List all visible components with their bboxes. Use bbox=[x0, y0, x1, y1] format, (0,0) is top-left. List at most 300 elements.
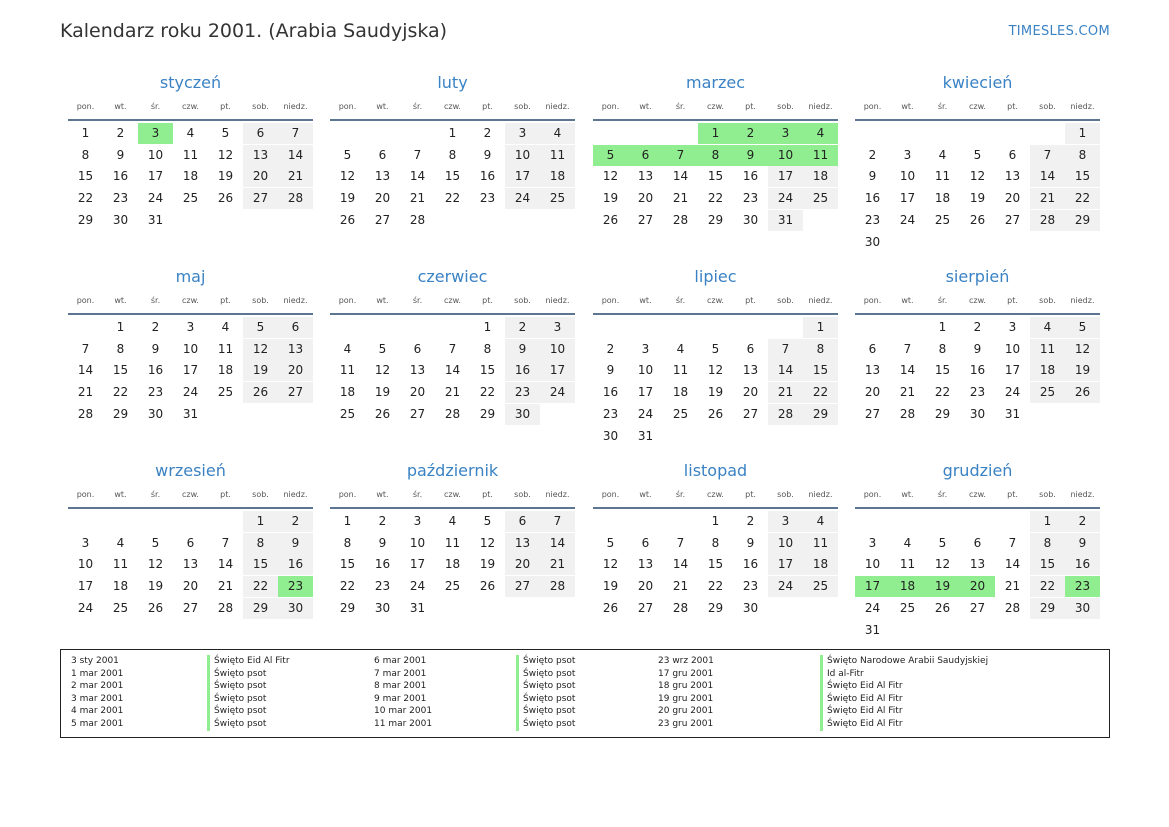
day-cell[interactable]: 31 bbox=[147, 212, 164, 227]
day-cell[interactable]: 16 bbox=[864, 191, 881, 206]
day-cell[interactable]: 16 bbox=[969, 363, 986, 378]
day-cell[interactable]: 15 bbox=[934, 363, 951, 378]
day-cell[interactable]: 10 bbox=[409, 535, 426, 550]
day-cell[interactable]: 2 bbox=[973, 320, 982, 334]
day-cell[interactable]: 20 bbox=[637, 191, 654, 206]
day-cell[interactable]: 25 bbox=[182, 191, 199, 206]
day-cell[interactable]: 12 bbox=[602, 169, 619, 184]
day-cell[interactable]: 11 bbox=[217, 341, 234, 356]
day-cell[interactable]: 11 bbox=[182, 147, 199, 162]
day-cell[interactable]: 3 bbox=[768, 511, 803, 532]
day-cell[interactable]: 17 bbox=[637, 385, 654, 400]
day-cell[interactable]: 2 bbox=[1065, 511, 1100, 532]
day-cell[interactable]: 21 bbox=[540, 554, 575, 575]
day-cell[interactable]: 7 bbox=[221, 535, 230, 550]
day-cell[interactable]: 10 bbox=[899, 169, 916, 184]
day-cell[interactable]: 5 bbox=[593, 145, 628, 166]
day-cell[interactable]: 12 bbox=[147, 557, 164, 572]
day-cell[interactable]: 24 bbox=[768, 576, 803, 597]
day-cell[interactable]: 4 bbox=[1030, 317, 1065, 338]
day-cell[interactable]: 22 bbox=[444, 191, 461, 206]
day-cell[interactable]: 14 bbox=[1030, 166, 1065, 187]
day-cell[interactable]: 13 bbox=[243, 145, 278, 166]
day-cell[interactable]: 5 bbox=[151, 535, 160, 550]
day-cell[interactable]: 1 bbox=[1030, 511, 1065, 532]
day-cell[interactable]: 10 bbox=[182, 341, 199, 356]
day-cell[interactable]: 6 bbox=[378, 147, 387, 162]
day-cell[interactable]: 20 bbox=[505, 554, 540, 575]
day-cell[interactable]: 1 bbox=[1065, 123, 1100, 144]
day-cell[interactable]: 17 bbox=[899, 191, 916, 206]
day-cell[interactable]: 13 bbox=[742, 363, 759, 378]
day-cell[interactable]: 24 bbox=[505, 188, 540, 209]
day-cell[interactable]: 12 bbox=[934, 557, 951, 572]
day-cell[interactable]: 27 bbox=[409, 406, 426, 421]
day-cell[interactable]: 20 bbox=[960, 576, 995, 597]
day-cell[interactable]: 26 bbox=[1065, 382, 1100, 403]
day-cell[interactable]: 22 bbox=[707, 191, 724, 206]
day-cell[interactable]: 25 bbox=[540, 188, 575, 209]
day-cell[interactable]: 20 bbox=[374, 191, 391, 206]
day-cell[interactable]: 18 bbox=[803, 554, 838, 575]
day-cell[interactable]: 11 bbox=[934, 169, 951, 184]
day-cell[interactable]: 3 bbox=[768, 123, 803, 144]
day-cell[interactable]: 24 bbox=[77, 600, 94, 615]
day-cell[interactable]: 4 bbox=[803, 511, 838, 532]
day-cell[interactable]: 27 bbox=[278, 382, 313, 403]
day-cell[interactable]: 2 bbox=[378, 514, 387, 528]
day-cell[interactable]: 5 bbox=[1065, 317, 1100, 338]
day-cell[interactable]: 26 bbox=[243, 382, 278, 403]
day-cell[interactable]: 16 bbox=[1065, 554, 1100, 575]
day-cell[interactable]: 10 bbox=[505, 145, 540, 166]
day-cell[interactable]: 14 bbox=[540, 533, 575, 554]
day-cell[interactable]: 22 bbox=[112, 385, 129, 400]
day-cell[interactable]: 19 bbox=[969, 191, 986, 206]
day-cell[interactable]: 20 bbox=[278, 360, 313, 381]
day-cell[interactable]: 11 bbox=[444, 535, 461, 550]
day-cell[interactable]: 19 bbox=[602, 191, 619, 206]
day-cell[interactable]: 29 bbox=[243, 598, 278, 619]
day-cell[interactable]: 9 bbox=[378, 535, 387, 550]
day-cell[interactable]: 26 bbox=[217, 191, 234, 206]
day-cell[interactable]: 9 bbox=[606, 363, 615, 378]
day-cell[interactable]: 22 bbox=[934, 385, 951, 400]
day-cell[interactable]: 14 bbox=[77, 363, 94, 378]
day-cell[interactable]: 12 bbox=[602, 557, 619, 572]
day-cell[interactable]: 30 bbox=[969, 406, 986, 421]
day-cell[interactable]: 6 bbox=[641, 535, 650, 550]
day-cell[interactable]: 20 bbox=[243, 166, 278, 187]
day-cell[interactable]: 4 bbox=[540, 123, 575, 144]
day-cell[interactable]: 31 bbox=[182, 406, 199, 421]
day-cell[interactable]: 2 bbox=[483, 126, 492, 140]
day-cell[interactable]: 4 bbox=[116, 535, 125, 550]
day-cell[interactable]: 30 bbox=[864, 234, 881, 249]
day-cell[interactable]: 20 bbox=[637, 579, 654, 594]
day-cell[interactable]: 8 bbox=[483, 341, 492, 356]
day-cell[interactable]: 5 bbox=[221, 126, 230, 140]
day-cell[interactable]: 17 bbox=[77, 579, 94, 594]
day-cell[interactable]: 8 bbox=[448, 147, 457, 162]
day-cell[interactable]: 14 bbox=[278, 145, 313, 166]
day-cell[interactable]: 31 bbox=[864, 622, 881, 637]
day-cell[interactable]: 16 bbox=[742, 557, 759, 572]
day-cell[interactable]: 20 bbox=[409, 385, 426, 400]
day-cell[interactable]: 7 bbox=[1030, 145, 1065, 166]
day-cell[interactable]: 21 bbox=[899, 385, 916, 400]
day-cell[interactable]: 29 bbox=[803, 404, 838, 425]
day-cell[interactable]: 6 bbox=[413, 341, 422, 356]
day-cell[interactable]: 22 bbox=[1065, 188, 1100, 209]
day-cell[interactable]: 26 bbox=[707, 406, 724, 421]
day-cell[interactable]: 31 bbox=[637, 428, 654, 443]
day-cell[interactable]: 19 bbox=[147, 579, 164, 594]
day-cell[interactable]: 24 bbox=[637, 406, 654, 421]
day-cell[interactable]: 12 bbox=[969, 169, 986, 184]
day-cell[interactable]: 17 bbox=[182, 363, 199, 378]
day-cell[interactable]: 22 bbox=[707, 579, 724, 594]
day-cell[interactable]: 20 bbox=[182, 579, 199, 594]
day-cell[interactable]: 11 bbox=[803, 533, 838, 554]
day-cell[interactable]: 23 bbox=[479, 191, 496, 206]
day-cell[interactable]: 29 bbox=[77, 212, 94, 227]
day-cell[interactable]: 18 bbox=[672, 385, 689, 400]
day-cell[interactable]: 28 bbox=[77, 406, 94, 421]
day-cell[interactable]: 11 bbox=[1030, 339, 1065, 360]
day-cell[interactable]: 17 bbox=[855, 576, 890, 597]
day-cell[interactable]: 25 bbox=[112, 600, 129, 615]
day-cell[interactable]: 1 bbox=[698, 123, 733, 144]
day-cell[interactable]: 7 bbox=[81, 341, 90, 356]
day-cell[interactable]: 17 bbox=[409, 557, 426, 572]
day-cell[interactable]: 18 bbox=[444, 557, 461, 572]
day-cell[interactable]: 25 bbox=[1030, 382, 1065, 403]
day-cell[interactable]: 8 bbox=[698, 145, 733, 166]
day-cell[interactable]: 4 bbox=[676, 341, 685, 356]
day-cell[interactable]: 10 bbox=[637, 363, 654, 378]
day-cell[interactable]: 15 bbox=[339, 557, 356, 572]
day-cell[interactable]: 3 bbox=[903, 147, 912, 162]
day-cell[interactable]: 5 bbox=[938, 535, 947, 550]
day-cell[interactable]: 9 bbox=[278, 533, 313, 554]
day-cell[interactable]: 6 bbox=[186, 535, 195, 550]
day-cell[interactable]: 6 bbox=[973, 535, 982, 550]
day-cell[interactable]: 27 bbox=[637, 600, 654, 615]
day-cell[interactable]: 2 bbox=[606, 341, 615, 356]
day-cell[interactable]: 18 bbox=[890, 576, 925, 597]
day-cell[interactable]: 14 bbox=[1004, 557, 1021, 572]
day-cell[interactable]: 19 bbox=[217, 169, 234, 184]
day-cell[interactable]: 23 bbox=[278, 576, 313, 597]
day-cell[interactable]: 11 bbox=[540, 145, 575, 166]
day-cell[interactable]: 16 bbox=[742, 169, 759, 184]
day-cell[interactable]: 24 bbox=[147, 191, 164, 206]
day-cell[interactable]: 12 bbox=[1065, 339, 1100, 360]
day-cell[interactable]: 8 bbox=[803, 339, 838, 360]
day-cell[interactable]: 17 bbox=[1004, 363, 1021, 378]
day-cell[interactable]: 26 bbox=[602, 600, 619, 615]
day-cell[interactable]: 30 bbox=[1065, 598, 1100, 619]
day-cell[interactable]: 8 bbox=[711, 535, 720, 550]
day-cell[interactable]: 3 bbox=[540, 317, 575, 338]
day-cell[interactable]: 6 bbox=[278, 317, 313, 338]
day-cell[interactable]: 26 bbox=[602, 212, 619, 227]
day-cell[interactable]: 1 bbox=[243, 511, 278, 532]
day-cell[interactable]: 17 bbox=[147, 169, 164, 184]
day-cell[interactable]: 16 bbox=[112, 169, 129, 184]
day-cell[interactable]: 16 bbox=[505, 360, 540, 381]
day-cell[interactable]: 14 bbox=[672, 557, 689, 572]
day-cell[interactable]: 8 bbox=[1030, 533, 1065, 554]
day-cell[interactable]: 20 bbox=[1004, 191, 1021, 206]
day-cell[interactable]: 4 bbox=[803, 123, 838, 144]
day-cell[interactable]: 24 bbox=[540, 382, 575, 403]
day-cell[interactable]: 5 bbox=[973, 147, 982, 162]
day-cell[interactable]: 28 bbox=[278, 188, 313, 209]
day-cell[interactable]: 25 bbox=[444, 579, 461, 594]
day-cell[interactable]: 25 bbox=[672, 406, 689, 421]
day-cell[interactable]: 8 bbox=[343, 535, 352, 550]
day-cell[interactable]: 10 bbox=[768, 533, 803, 554]
day-cell[interactable]: 29 bbox=[934, 406, 951, 421]
day-cell[interactable]: 8 bbox=[1065, 145, 1100, 166]
day-cell[interactable]: 2 bbox=[278, 511, 313, 532]
day-cell[interactable]: 5 bbox=[606, 535, 615, 550]
day-cell[interactable]: 3 bbox=[81, 535, 90, 550]
day-cell[interactable]: 29 bbox=[112, 406, 129, 421]
day-cell[interactable]: 16 bbox=[479, 169, 496, 184]
day-cell[interactable]: 17 bbox=[505, 166, 540, 187]
day-cell[interactable]: 30 bbox=[602, 428, 619, 443]
day-cell[interactable]: 1 bbox=[116, 320, 125, 334]
day-cell[interactable]: 12 bbox=[243, 339, 278, 360]
day-cell[interactable]: 30 bbox=[742, 212, 759, 227]
day-cell[interactable]: 6 bbox=[243, 123, 278, 144]
day-cell[interactable]: 6 bbox=[1008, 147, 1017, 162]
day-cell[interactable]: 13 bbox=[409, 363, 426, 378]
day-cell[interactable]: 13 bbox=[505, 533, 540, 554]
day-cell[interactable]: 29 bbox=[479, 406, 496, 421]
day-cell[interactable]: 15 bbox=[112, 363, 129, 378]
day-cell[interactable]: 27 bbox=[182, 600, 199, 615]
day-cell[interactable]: 11 bbox=[803, 145, 838, 166]
day-cell[interactable]: 1 bbox=[81, 126, 90, 140]
day-cell[interactable]: 10 bbox=[1004, 341, 1021, 356]
day-cell[interactable]: 27 bbox=[374, 212, 391, 227]
day-cell[interactable]: 30 bbox=[278, 598, 313, 619]
day-cell[interactable]: 22 bbox=[77, 191, 94, 206]
day-cell[interactable]: 21 bbox=[409, 191, 426, 206]
day-cell[interactable]: 25 bbox=[899, 600, 916, 615]
day-cell[interactable]: 8 bbox=[938, 341, 947, 356]
day-cell[interactable]: 31 bbox=[1004, 406, 1021, 421]
day-cell[interactable]: 31 bbox=[409, 600, 426, 615]
day-cell[interactable]: 22 bbox=[243, 576, 278, 597]
day-cell[interactable]: 13 bbox=[182, 557, 199, 572]
day-cell[interactable]: 9 bbox=[973, 341, 982, 356]
day-cell[interactable]: 19 bbox=[707, 385, 724, 400]
day-cell[interactable]: 26 bbox=[969, 212, 986, 227]
day-cell[interactable]: 27 bbox=[505, 576, 540, 597]
day-cell[interactable]: 18 bbox=[112, 579, 129, 594]
day-cell[interactable]: 30 bbox=[742, 600, 759, 615]
day-cell[interactable]: 9 bbox=[483, 147, 492, 162]
day-cell[interactable]: 3 bbox=[641, 341, 650, 356]
day-cell[interactable]: 25 bbox=[803, 188, 838, 209]
day-cell[interactable]: 12 bbox=[707, 363, 724, 378]
day-cell[interactable]: 26 bbox=[374, 406, 391, 421]
day-cell[interactable]: 17 bbox=[768, 166, 803, 187]
day-cell[interactable]: 8 bbox=[81, 147, 90, 162]
day-cell[interactable]: 26 bbox=[479, 579, 496, 594]
day-cell[interactable]: 25 bbox=[339, 406, 356, 421]
day-cell[interactable]: 20 bbox=[742, 385, 759, 400]
day-cell[interactable]: 5 bbox=[343, 147, 352, 162]
day-cell[interactable]: 25 bbox=[934, 212, 951, 227]
day-cell[interactable]: 16 bbox=[147, 363, 164, 378]
day-cell[interactable]: 7 bbox=[663, 145, 698, 166]
day-cell[interactable]: 6 bbox=[628, 145, 663, 166]
day-cell[interactable]: 21 bbox=[278, 166, 313, 187]
day-cell[interactable]: 24 bbox=[182, 385, 199, 400]
day-cell[interactable]: 11 bbox=[672, 363, 689, 378]
day-cell[interactable]: 3 bbox=[138, 123, 173, 144]
day-cell[interactable]: 18 bbox=[339, 385, 356, 400]
day-cell[interactable]: 25 bbox=[803, 576, 838, 597]
day-cell[interactable]: 16 bbox=[278, 554, 313, 575]
day-cell[interactable]: 15 bbox=[707, 557, 724, 572]
day-cell[interactable]: 21 bbox=[672, 579, 689, 594]
day-cell[interactable]: 27 bbox=[1004, 212, 1021, 227]
day-cell[interactable]: 19 bbox=[1065, 360, 1100, 381]
day-cell[interactable]: 23 bbox=[742, 579, 759, 594]
day-cell[interactable]: 8 bbox=[243, 533, 278, 554]
day-cell[interactable]: 28 bbox=[444, 406, 461, 421]
day-cell[interactable]: 15 bbox=[803, 360, 838, 381]
day-cell[interactable]: 21 bbox=[444, 385, 461, 400]
day-cell[interactable]: 7 bbox=[768, 339, 803, 360]
day-cell[interactable]: 22 bbox=[479, 385, 496, 400]
day-cell[interactable]: 1 bbox=[803, 317, 838, 338]
day-cell[interactable]: 6 bbox=[868, 341, 877, 356]
day-cell[interactable]: 4 bbox=[186, 126, 195, 140]
day-cell[interactable]: 28 bbox=[768, 404, 803, 425]
day-cell[interactable]: 13 bbox=[864, 363, 881, 378]
day-cell[interactable]: 10 bbox=[540, 339, 575, 360]
day-cell[interactable]: 23 bbox=[1065, 576, 1100, 597]
day-cell[interactable]: 5 bbox=[483, 514, 492, 528]
day-cell[interactable]: 4 bbox=[903, 535, 912, 550]
day-cell[interactable]: 2 bbox=[733, 123, 768, 144]
day-cell[interactable]: 9 bbox=[116, 147, 125, 162]
day-cell[interactable]: 12 bbox=[374, 363, 391, 378]
day-cell[interactable]: 4 bbox=[221, 320, 230, 334]
day-cell[interactable]: 23 bbox=[602, 406, 619, 421]
day-cell[interactable]: 24 bbox=[768, 188, 803, 209]
day-cell[interactable]: 9 bbox=[151, 341, 160, 356]
day-cell[interactable]: 28 bbox=[1004, 600, 1021, 615]
day-cell[interactable]: 15 bbox=[479, 363, 496, 378]
day-cell[interactable]: 13 bbox=[278, 339, 313, 360]
day-cell[interactable]: 18 bbox=[803, 166, 838, 187]
day-cell[interactable]: 5 bbox=[378, 341, 387, 356]
day-cell[interactable]: 16 bbox=[602, 385, 619, 400]
day-cell[interactable]: 28 bbox=[1030, 210, 1065, 231]
day-cell[interactable]: 28 bbox=[217, 600, 234, 615]
day-cell[interactable]: 24 bbox=[899, 212, 916, 227]
day-cell[interactable]: 15 bbox=[243, 554, 278, 575]
day-cell[interactable]: 5 bbox=[243, 317, 278, 338]
day-cell[interactable]: 25 bbox=[217, 385, 234, 400]
day-cell[interactable]: 19 bbox=[602, 579, 619, 594]
day-cell[interactable]: 13 bbox=[374, 169, 391, 184]
day-cell[interactable]: 9 bbox=[868, 169, 877, 184]
day-cell[interactable]: 29 bbox=[339, 600, 356, 615]
day-cell[interactable]: 10 bbox=[864, 557, 881, 572]
day-cell[interactable]: 9 bbox=[505, 339, 540, 360]
day-cell[interactable]: 23 bbox=[969, 385, 986, 400]
day-cell[interactable]: 3 bbox=[505, 123, 540, 144]
day-cell[interactable]: 4 bbox=[448, 514, 457, 528]
day-cell[interactable]: 9 bbox=[1065, 533, 1100, 554]
day-cell[interactable]: 14 bbox=[899, 363, 916, 378]
day-cell[interactable]: 8 bbox=[116, 341, 125, 356]
day-cell[interactable]: 3 bbox=[186, 320, 195, 334]
day-cell[interactable]: 15 bbox=[1065, 166, 1100, 187]
day-cell[interactable]: 14 bbox=[768, 360, 803, 381]
day-cell[interactable]: 24 bbox=[1004, 385, 1021, 400]
day-cell[interactable]: 19 bbox=[339, 191, 356, 206]
day-cell[interactable]: 30 bbox=[374, 600, 391, 615]
day-cell[interactable]: 16 bbox=[374, 557, 391, 572]
day-cell[interactable]: 21 bbox=[217, 579, 234, 594]
day-cell[interactable]: 27 bbox=[969, 600, 986, 615]
day-cell[interactable]: 15 bbox=[444, 169, 461, 184]
day-cell[interactable]: 13 bbox=[969, 557, 986, 572]
day-cell[interactable]: 28 bbox=[672, 600, 689, 615]
day-cell[interactable]: 2 bbox=[151, 320, 160, 334]
day-cell[interactable]: 14 bbox=[217, 557, 234, 572]
day-cell[interactable]: 5 bbox=[711, 341, 720, 356]
day-cell[interactable]: 18 bbox=[1030, 360, 1065, 381]
day-cell[interactable]: 19 bbox=[925, 576, 960, 597]
day-cell[interactable]: 4 bbox=[938, 147, 947, 162]
day-cell[interactable]: 12 bbox=[217, 147, 234, 162]
day-cell[interactable]: 21 bbox=[672, 191, 689, 206]
day-cell[interactable]: 10 bbox=[77, 557, 94, 572]
day-cell[interactable]: 28 bbox=[540, 576, 575, 597]
day-cell[interactable]: 19 bbox=[243, 360, 278, 381]
day-cell[interactable]: 31 bbox=[768, 210, 803, 231]
day-cell[interactable]: 24 bbox=[864, 600, 881, 615]
day-cell[interactable]: 29 bbox=[1065, 210, 1100, 231]
day-cell[interactable]: 22 bbox=[1030, 576, 1065, 597]
day-cell[interactable]: 3 bbox=[868, 535, 877, 550]
day-cell[interactable]: 7 bbox=[413, 147, 422, 162]
day-cell[interactable]: 23 bbox=[374, 579, 391, 594]
day-cell[interactable]: 28 bbox=[409, 212, 426, 227]
day-cell[interactable]: 7 bbox=[540, 511, 575, 532]
day-cell[interactable]: 1 bbox=[938, 320, 947, 334]
day-cell[interactable]: 9 bbox=[746, 535, 755, 550]
day-cell[interactable]: 29 bbox=[1030, 598, 1065, 619]
day-cell[interactable]: 7 bbox=[278, 123, 313, 144]
day-cell[interactable]: 30 bbox=[112, 212, 129, 227]
day-cell[interactable]: 10 bbox=[768, 145, 803, 166]
day-cell[interactable]: 24 bbox=[409, 579, 426, 594]
day-cell[interactable]: 1 bbox=[343, 514, 352, 528]
